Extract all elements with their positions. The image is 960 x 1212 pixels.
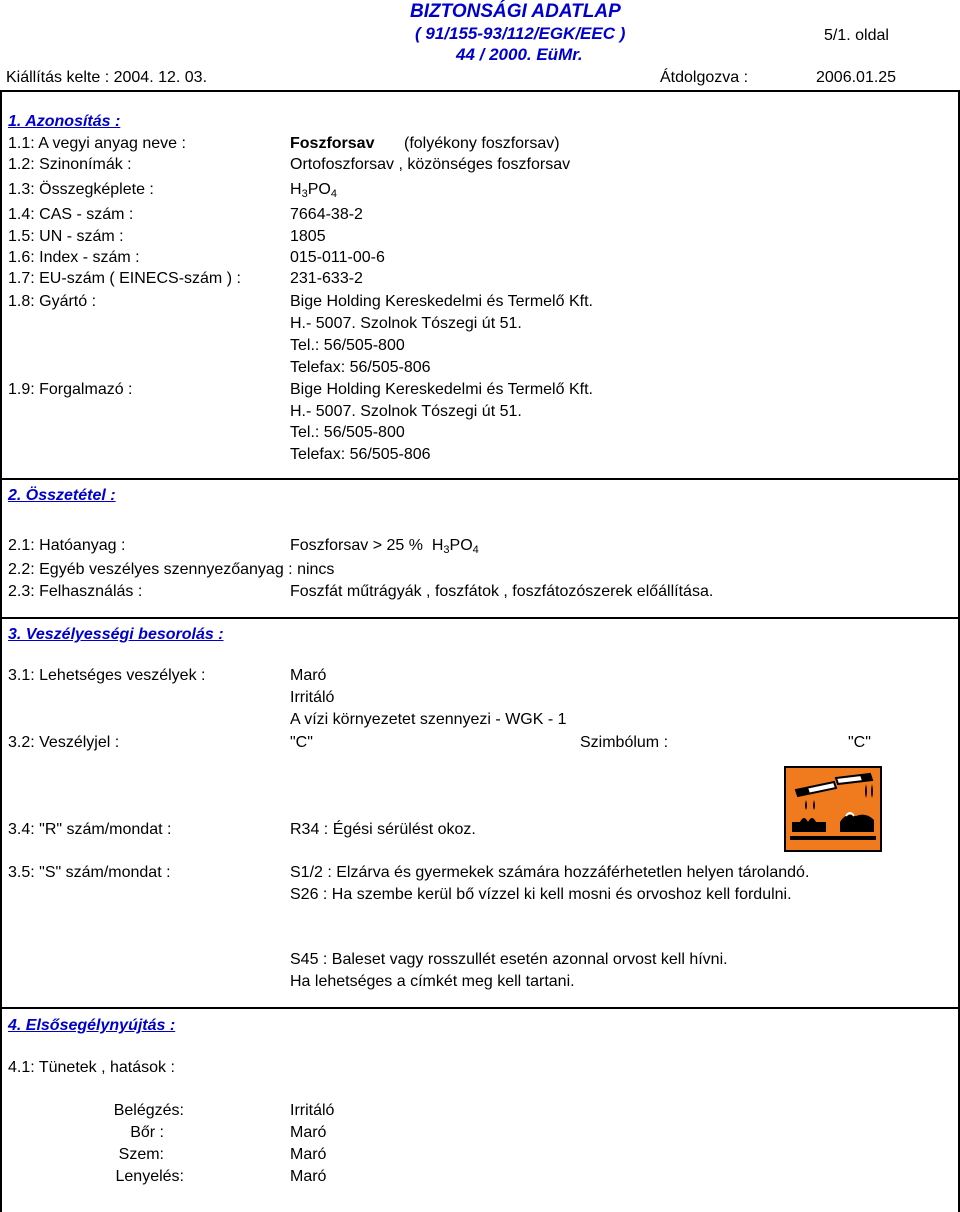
section-1-title: 1. Azonosítás : (8, 113, 121, 130)
issue-date: Kiállítás kelte : 2004. 12. 03. (6, 69, 208, 86)
label-2-1: 2.1: Hatóanyag : (8, 537, 126, 554)
hazard-water: A vízi környezetet szennyezi - WGK - 1 (290, 711, 567, 728)
section-2-title: 2. Összetétel : (8, 487, 116, 504)
frame-left (0, 90, 2, 1212)
symptom-label: Belégzés: (113, 1102, 184, 1119)
hazard-sign: "C" (290, 734, 313, 751)
label-1-8: 1.8: Gyártó : (8, 293, 97, 310)
symptom-value: Maró (290, 1168, 327, 1185)
active-ingredient: Foszforsav > 25 % $H_3PO_4$ (290, 537, 479, 556)
label-3-2: 3.2: Veszélyjel : (8, 734, 120, 751)
label-1-3: 1.3: Összegképlete : (8, 181, 154, 198)
corrosive-icon (784, 766, 882, 852)
eu-number: 231-633-2 (290, 270, 363, 287)
symptom-label: Bőr : (130, 1124, 164, 1141)
manufacturer-name: Bige Holding Kereskedelmi és Termelő Kft. (290, 293, 593, 310)
label-1-1: 1.1: A vegyi anyag neve : (8, 135, 186, 152)
symptom-label: Szem: (118, 1146, 164, 1163)
index-number: 015-011-00-6 (290, 249, 385, 266)
label-2-3: 2.3: Felhasználás : (8, 583, 143, 600)
s-phrase-1-2: S1/2 : Elzárva és gyermekek számára hozzáférhetetlen helyen tárolandó. (290, 864, 810, 881)
label-4-1: 4.1: Tünetek , hatások : (8, 1059, 175, 1076)
divider-s3 (0, 617, 960, 619)
label-1-6: 1.6: Index - szám : (8, 249, 140, 266)
manufacturer-tel: Tel.: 56/505-800 (290, 337, 405, 354)
revised-label: Átdolgozva : (660, 69, 749, 86)
distributor-name: Bige Holding Kereskedelmi és Termelő Kft. (290, 381, 593, 398)
usage: Foszfát műtrágyák , foszfátok , foszfátozószerek előállítása. (290, 583, 714, 600)
r-phrase: R34 : Égési sérülést okoz. (290, 821, 476, 838)
synonyms: Ortofoszforsav , közönséges foszforsav (290, 156, 571, 173)
cas-number: 7664-38-2 (290, 206, 363, 223)
un-number: 1805 (290, 228, 326, 245)
label-3-5: 3.5: "S" szám/mondat : (8, 864, 171, 881)
revised-date: 2006.01.25 (816, 69, 897, 86)
s-phrase-45-note: Ha lehetséges a címkét meg kell tartani. (290, 973, 575, 990)
label-3-4: 3.4: "R" szám/mondat : (8, 821, 172, 838)
s-phrase-26: S26 : Ha szembe kerül bő vízzel ki kell mosni és orvoshoz kell fordulni. (290, 886, 792, 903)
divider-s2 (0, 478, 960, 480)
substance-note: (folyékony foszforsav) (404, 135, 560, 152)
label-2-2: 2.2: Egyéb veszélyes szennyezőanyag : nincs (8, 561, 335, 578)
label-1-9: 1.9: Forgalmazó : (8, 381, 133, 398)
manufacturer-fax: Telefax: 56/505-806 (290, 359, 431, 376)
label-1-5: 1.5: UN - szám : (8, 228, 124, 245)
distributor-fax: Telefax: 56/505-806 (290, 446, 431, 463)
section-4-title: 4. Elsősegélynyújtás : (8, 1017, 176, 1034)
formula: $H_3PO_4$ (290, 181, 337, 200)
divider-s4 (0, 1007, 960, 1009)
hazard-corrosive: Maró (290, 667, 327, 684)
document-title: BIZTONSÁGI ADATLAP (410, 1, 621, 22)
section-3-title: 3. Veszélyességi besorolás : (8, 626, 224, 643)
distributor-address: H.- 5007. Szolnok Tószegi út 51. (290, 403, 522, 420)
label-1-4: 1.4: CAS - szám : (8, 206, 134, 223)
decree: 44 / 2000. EüMr. (456, 45, 583, 64)
symptom-label: Lenyelés: (115, 1168, 184, 1185)
manufacturer-address: H.- 5007. Szolnok Tószegi út 51. (290, 315, 522, 332)
symbol-value: "C" (848, 734, 871, 751)
distributor-tel: Tel.: 56/505-800 (290, 424, 405, 441)
frame-top (0, 90, 960, 92)
label-1-7: 1.7: EU-szám ( EINECS-szám ) : (8, 270, 241, 287)
substance-name: Foszforsav (290, 135, 375, 152)
s-phrase-45: S45 : Baleset vagy rosszullét esetén azonnal orvost kell hívni. (290, 951, 728, 968)
directive: ( 91/155-93/112/EGK/EEC ) (415, 24, 626, 43)
label-3-1: 3.1: Lehetséges veszélyek : (8, 667, 206, 684)
symbol-label: Szimbólum : (580, 734, 669, 751)
hazard-irritant: Irritáló (290, 689, 335, 706)
page-number: 5/1. oldal (824, 27, 889, 44)
symptom-value: Maró (290, 1146, 327, 1163)
label-1-2: 1.2: Szinonímák : (8, 156, 132, 173)
symptom-value: Maró (290, 1124, 327, 1141)
symptom-value: Irritáló (290, 1102, 335, 1119)
